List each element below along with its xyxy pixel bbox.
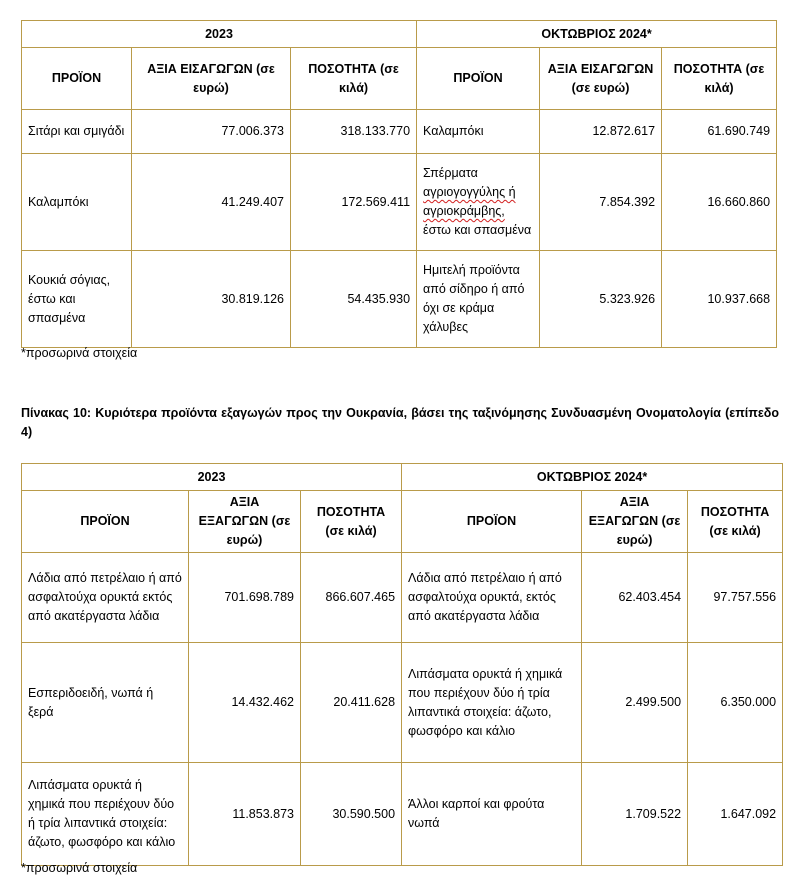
provisional-data-note: *προσωρινά στοιχεία — [21, 346, 138, 360]
imports-table — [21, 20, 777, 348]
product-cell: Άλλοι καρποί και φρούτα νωπά — [402, 763, 582, 866]
value-cell: 1.709.522 — [582, 763, 688, 866]
quantity-cell: 10.937.668 — [662, 251, 777, 348]
product-cell: Λάδια από πετρέλαιο ή από ασφαλτούχα ορυκτά, εκτός από ακατέργαστα λάδια — [402, 553, 582, 643]
table-row — [22, 154, 777, 251]
table-caption: Πίνακας 10: Κυριότερα προϊόντα εξαγωγών προς την Ουκρανία, βάσει της ταξινόμησης Συνδυασμένη Ονοματολογία (επίπεδο 4) — [21, 406, 779, 439]
column-header-import-value: ΑΞΙΑ ΕΙΣΑΓΩΓΩΝ (σε ευρώ) — [540, 48, 662, 110]
product-cell: Κουκιά σόγιας, έστω και σπασμένα — [22, 251, 132, 348]
quantity-cell: 6.350.000 — [688, 643, 783, 763]
quantity-cell: 30.590.500 — [301, 763, 402, 866]
product-cell: Λιπάσματα ορυκτά ή χημικά που περιέχουν δύο ή τρία λιπαντικά στοιχεία: άζωτο, φωσφόρο και κάλιο — [402, 643, 582, 763]
period-october-2024-header: ΟΚΤΩΒΡΙΟΣ 2024* — [417, 21, 777, 48]
table-row — [22, 643, 783, 763]
table-row — [22, 110, 777, 154]
product-cell: Λιπάσματα ορυκτά ή χημικά που περιέχουν δύο ή τρία λιπαντικά στοιχεία: άζωτο, φωσφόρο και κάλιο — [22, 763, 189, 866]
table-row — [22, 763, 783, 866]
value-cell: 62.403.454 — [582, 553, 688, 643]
column-header-export-value: ΑΞΙΑ ΕΞΑΓΩΓΩΝ (σε ευρώ) — [189, 491, 301, 553]
value-cell: 5.323.926 — [540, 251, 662, 348]
column-header-product: ΠΡΟΪΟΝ — [22, 491, 189, 553]
quantity-cell: 61.690.749 — [662, 110, 777, 154]
quantity-cell: 1.647.092 — [688, 763, 783, 866]
quantity-cell: 866.607.465 — [301, 553, 402, 643]
column-header-product: ΠΡΟΪΟΝ — [417, 48, 540, 110]
column-header-export-value: ΑΞΙΑ ΕΞΑΓΩΓΩΝ (σε ευρώ) — [582, 491, 688, 553]
product-cell: Εσπεριδοειδή, νωπά ή ξερά — [22, 643, 189, 763]
quantity-cell: 97.757.556 — [688, 553, 783, 643]
provisional-data-note: *προσωρινά στοιχεία — [21, 861, 138, 875]
column-header-quantity: ΠΟΣΟΤΗΤΑ (σε κιλά) — [291, 48, 417, 110]
column-header-quantity: ΠΟΣΟΤΗΤΑ (σε κιλά) — [301, 491, 402, 553]
value-cell: 77.006.373 — [132, 110, 291, 154]
column-header-product: ΠΡΟΪΟΝ — [22, 48, 132, 110]
value-cell: 30.819.126 — [132, 251, 291, 348]
quantity-cell: 54.435.930 — [291, 251, 417, 348]
value-cell: 41.249.407 — [132, 154, 291, 251]
value-cell: 701.698.789 — [189, 553, 301, 643]
exports-table — [21, 463, 783, 866]
quantity-cell: 318.133.770 — [291, 110, 417, 154]
product-text: Σπέρματα — [423, 166, 478, 180]
product-cell: Ημιτελή προϊόντα από σίδηρο ή από όχι σε κράμα χάλυβες — [417, 251, 540, 348]
product-cell: Καλαμπόκι — [22, 154, 132, 251]
column-header-quantity: ΠΟΣΟΤΗΤΑ (σε κιλά) — [662, 48, 777, 110]
quantity-cell: 20.411.628 — [301, 643, 402, 763]
period-2023-header: 2023 — [22, 464, 402, 491]
period-2023-header: 2023 — [22, 21, 417, 48]
table-row — [22, 553, 783, 643]
product-cell: Καλαμπόκι — [417, 110, 540, 154]
product-cell — [417, 154, 540, 251]
column-header-quantity: ΠΟΣΟΤΗΤΑ (σε κιλά) — [688, 491, 783, 553]
spellcheck-underlined-text: αγριοκράμβης, — [423, 204, 505, 218]
value-cell: 12.872.617 — [540, 110, 662, 154]
product-text: έστω και σπασμένα — [423, 223, 532, 237]
value-cell: 11.853.873 — [189, 763, 301, 866]
quantity-cell: 172.569.411 — [291, 154, 417, 251]
product-cell: Σιτάρι και σμιγάδι — [22, 110, 132, 154]
value-cell: 14.432.462 — [189, 643, 301, 763]
spellcheck-underlined-text: αγριογογγύλης ή — [423, 185, 516, 199]
table-row — [22, 251, 777, 348]
column-header-product: ΠΡΟΪΟΝ — [402, 491, 582, 553]
quantity-cell: 16.660.860 — [662, 154, 777, 251]
product-cell: Λάδια από πετρέλαιο ή από ασφαλτούχα ορυκτά εκτός από ακατέργαστα λάδια — [22, 553, 189, 643]
period-october-2024-header: ΟΚΤΩΒΡΙΟΣ 2024* — [402, 464, 783, 491]
value-cell: 7.854.392 — [540, 154, 662, 251]
column-header-import-value: ΑΞΙΑ ΕΙΣΑΓΩΓΩΝ (σε ευρώ) — [132, 48, 291, 110]
value-cell: 2.499.500 — [582, 643, 688, 763]
